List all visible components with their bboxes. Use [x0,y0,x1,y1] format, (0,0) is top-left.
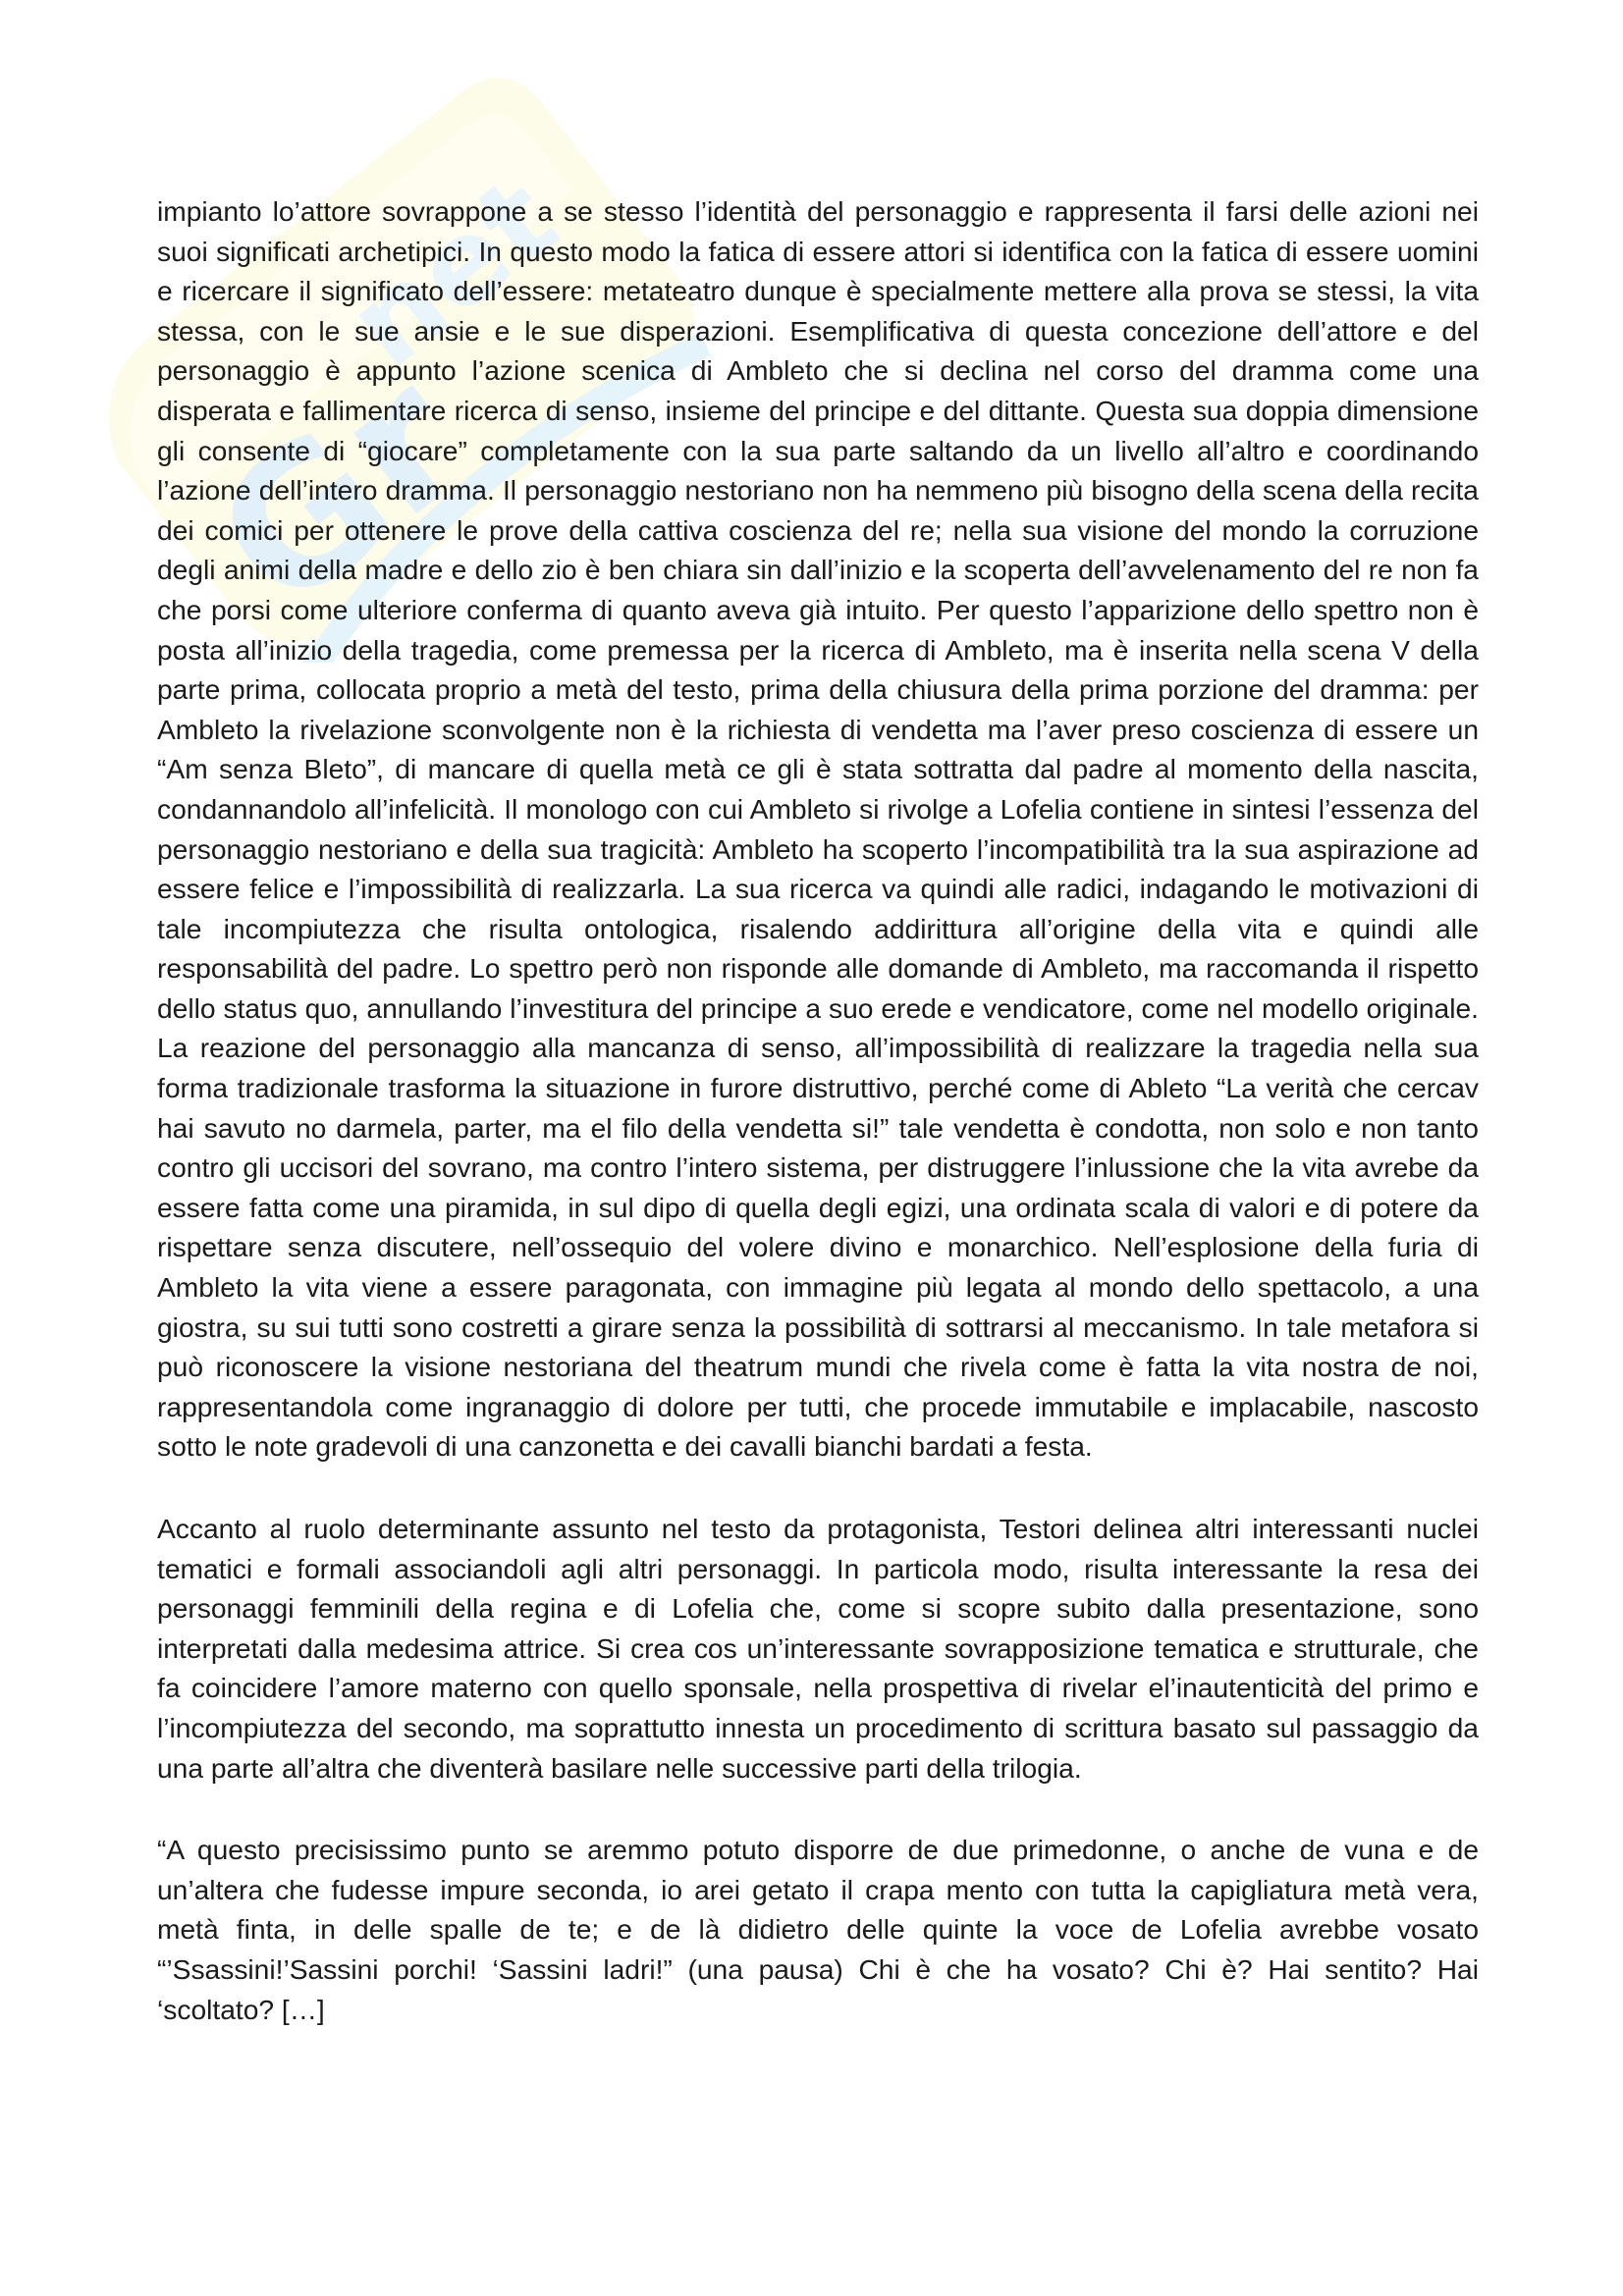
paragraph-personaggi-femminili: Accanto al ruolo determinante assunto nel testo da protagonista, Testori delinea altri interessanti nuclei tematici e formali associandoli agli altri personaggi. In particola modo, risulta interessante la resa dei personaggi femminili della regina e di Lofelia che, come si scopre subito dalla presentazione, sono interpretati dalla medesima attrice. Si crea cos un’interessante sovrapposizione tematica e strutturale, che fa coincidere l’amore materno con quello sponsale, nella prospettiva di rivelar el’inautenticità del primo e l’incompiutezza del secondo, ma soprattutto innesta un procedimento di scrittura basato sul passaggio da una parte all’altra che diventerà basilare nelle successive parti della trilogia. [157,1513,1479,1784]
paragraph-ambleto-metateatro: impianto lo’attore sovrappone a se stesso l’identità del personaggio e rappresenta il farsi delle azioni nei suoi significati archetipici. In questo modo la fatica di essere attori si identifica con la fatica di essere uomini e ricercare il significato dell’essere: metateatro dunque è specialmente mettere alla prova se stessi, la vita stessa, con le sue ansie e le sue disperazioni. Esemplificativa di questa concezione dell’attore e del personaggio è appunto l’azione scenica di Ambleto che si declina nel corso del dramma come una disperata e fallimentare ricerca di senso, insieme del principe e del dittante. Questa sua doppia dimensione gli consente di “giocare” completamente con la sua parte saltando da un livello all’altro e coordinando l’azione dell’intero dramma. Il personaggio nestoriano non ha nemmeno più bisogno della scena della recita dei comici per ottenere le prove della cattiva coscienza del re; nella sua visione del mondo la corruzione degli animi della madre e dello zio è ben chiara sin dall’inizio e la scoperta dell’avvelenamento del re non fa che porsi come ulteriore conferma di quanto aveva già intuito. Per questo l’apparizione dello spettro non è posta all’inizio della tragedia, come premessa per la ricerca di Ambleto, ma è inserita nella scena V della parte prima, collocata proprio a metà del testo, prima della chiusura della prima porzione del dramma: per Ambleto la rivelazione sconvolgente non è la richiesta di vendetta ma l’aver preso coscienza di essere un “Am senza Bleto”, di mancare di quella metà ce gli è stata sottratta dal padre al momento della nascita, condannandolo all’infelicità. Il monologo con cui Ambleto si rivolge a Lofelia contiene in sintesi l’essenza del personaggio nestoriano e della sua tragicità: Ambleto ha scoperto l’incompatibilità tra la sua aspirazione ad essere felice e l’impossibilità di realizzarla. La sua ricerca va quindi alle radici, indagando le motivazioni di tale incompiutezza che risulta ontologica, risalendo addirittura all’origine della vita e quindi alle responsabilità del padre. Lo spettro però non risponde alle domande di Ambleto, ma raccomanda il rispetto dello status quo, annullando l’investitura del principe a suo erede e vendicatore, come nel modello originale. La reazione del personaggio alla mancanza di senso, all’impossibilità di realizzare la tragedia nella sua forma tradizionale trasforma la situazione in furore distruttivo, perché come di Ableto “La verità che cercav hai savuto no darmela, parter, ma el filo della vendetta si!” tale vendetta è condotta, non solo e non tanto contro gli uccisori del sovrano, ma contro l’intero sistema, per distruggere l’inlussione che la vita avrebe da essere fatta come una piramida, in sul dipo di quella degli egizi, una ordinata scala di valori e di potere da rispettare senza discutere, nell’ossequio del volere divino e monarchico. Nell’esplosione della furia di Ambleto la vita viene a essere paragonata, con immagine più legata al mondo dello spettacolo, a una giostra, su sui tutti sono costretti a girare senza la possibilità di sottrarsi al meccanismo. In tale metafora si può riconoscere la visione nestoriana del theatrum mundi che rivela come è fatta la vita nostra de noi, rappresentandola come ingranaggio di dolore per tutti, che procede immutabile e implacabile, nascosto sotto le note gradevoli di una canzonetta e dei cavalli bianchi bardati a festa. [157,195,1479,1463]
paragraph-citazione-lofelia: “A questo precisissimo punto se aremmo potuto disporre de due primedonne, o anche de vuna e de un’altera che fudesse impure seconda, io arei getato il crapa mento con tutta la capigliatura metà vera, metà finta, in delle spalle de te; e de là didietro delle quinte la voce de Lofelia avrebbe vosato “’Ssassini!’Sassini porchi! ‘Sassini ladri!” (una pausa) Chi è che ha vosato? Chi è? Hai sentito? Hai ‘scoltato? […] [157,1834,1479,2025]
svg-text:net: net [324,151,582,395]
svg-text:Gr: Gr [177,330,505,653]
document-body [157,191,1479,2029]
